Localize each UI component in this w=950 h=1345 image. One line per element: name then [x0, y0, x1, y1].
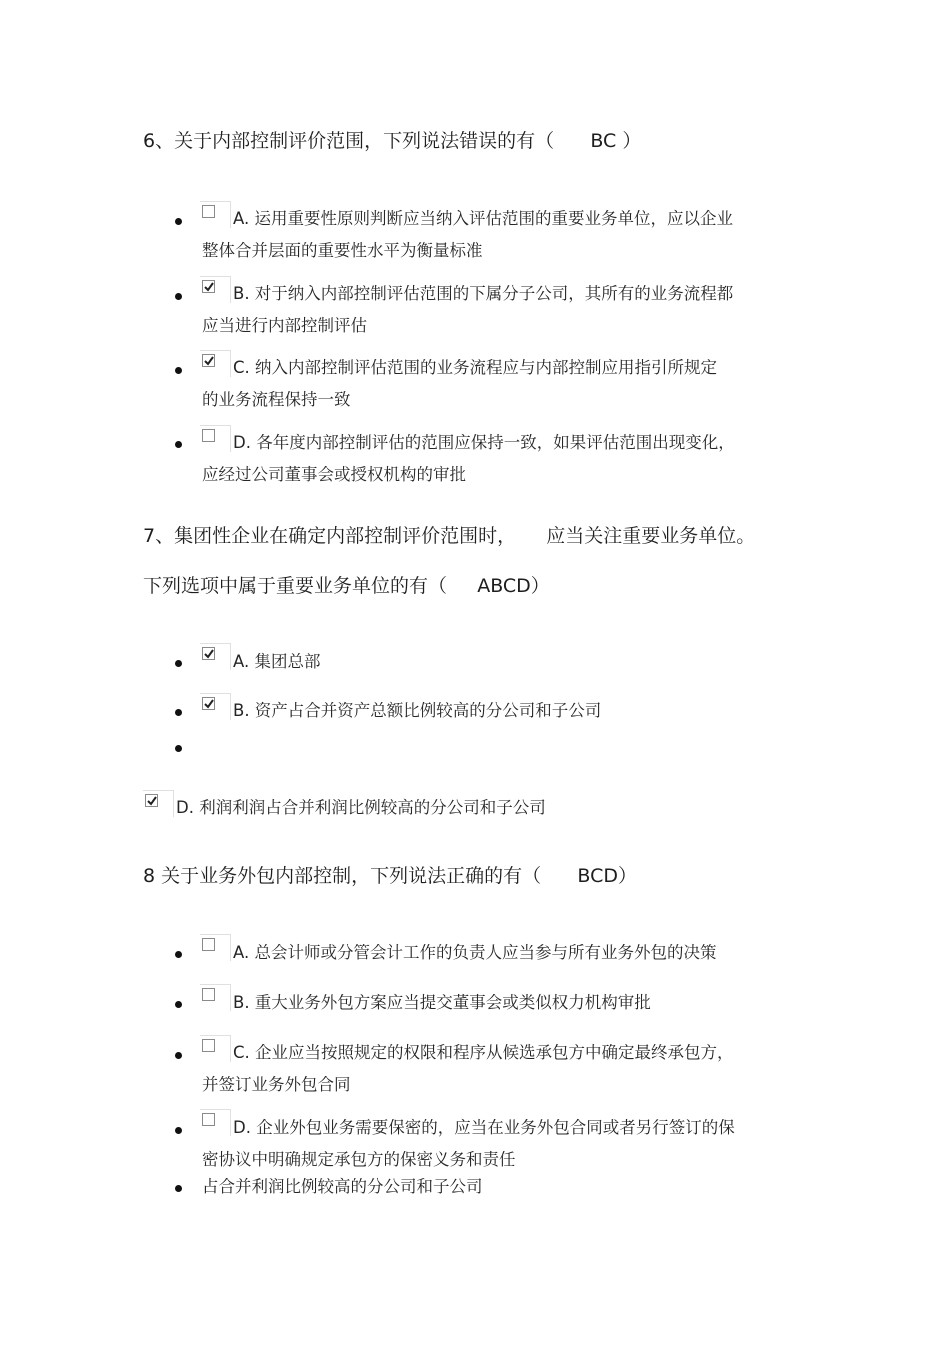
option-q7-a: A. 集团总部 [233, 652, 321, 671]
checkbox-frame [143, 790, 174, 817]
option-q8-c-line2: 并签订业务外包合同 [202, 1075, 351, 1094]
bullet [175, 293, 182, 300]
trailing-text: 占合并利润比例较高的分公司和子公司 [202, 1177, 483, 1196]
bullet [175, 1127, 182, 1134]
option-q8-d-line1: D. 企业外包业务需要保密的，应当在业务外包合同或者另行签订的保 [233, 1118, 735, 1137]
option-q6-b-line2: 应当进行内部控制评估 [202, 316, 367, 335]
bullet [175, 1052, 182, 1059]
checkbox-frame [200, 643, 231, 670]
checkbox-frame [200, 984, 231, 1011]
option-q6-c-line2: 的业务流程保持一致 [202, 390, 351, 409]
checkbox-frame [200, 276, 231, 303]
checkbox-frame [200, 693, 231, 720]
bullet [175, 1185, 182, 1192]
checkbox-frame [200, 1035, 231, 1062]
question-6-title: 6、关于内部控制评价范围，下列说法错误的有（ BC ） [143, 130, 642, 152]
bullet [175, 660, 182, 667]
option-q6-b-line1: B. 对于纳入内部控制评估范围的下属分子公司，其所有的业务流程都 [233, 284, 734, 303]
option-q6-a-line1: A. 运用重要性原则判断应当纳入评估范围的重要业务单位，应以企业 [233, 209, 733, 228]
bullet [175, 951, 182, 958]
option-q6-d-line2: 应经过公司董事会或授权机构的审批 [202, 465, 466, 484]
option-q8-a-line1: A. 总会计师或分管会计工作的负责人应当参与所有业务外包的决策 [233, 943, 717, 962]
checkbox-frame [200, 934, 231, 961]
option-q6-d-line1: D. 各年度内部控制评估的范围应保持一致，如果评估范围出现变化， [233, 433, 735, 452]
option-q7-d: D. 利润利润占合并利润比例较高的分公司和子公司 [176, 798, 546, 817]
option-q8-d-line2: 密协议中明确规定承包方的保密义务和责任 [202, 1150, 516, 1169]
question-7-title-line2: 下列选项中属于重要业务单位的有（ ABCD） [143, 575, 550, 597]
bullet [175, 1001, 182, 1008]
option-q8-c-line1: C. 企业应当按照规定的权限和程序从候选承包方中确定最终承包方， [233, 1043, 734, 1062]
bullet [175, 218, 182, 225]
checkbox-frame [200, 1109, 231, 1136]
option-q6-a-line2: 整体合并层面的重要性水平为衡量标准 [202, 241, 483, 260]
checkbox-frame [200, 350, 231, 377]
checkbox-frame [200, 201, 231, 228]
option-q6-c-line1: C. 纳入内部控制评估范围的业务流程应与内部控制应用指引所规定 [233, 358, 718, 377]
checkbox-frame [200, 425, 231, 452]
bullet [175, 709, 182, 716]
question-7-title-line1: 7、集团性企业在确定内部控制评价范围时， 应当关注重要业务单位。 [143, 525, 756, 547]
bullet [175, 367, 182, 374]
option-q7-b: B. 资产占合并资产总额比例较高的分公司和子公司 [233, 701, 602, 720]
bullet [175, 441, 182, 448]
option-q8-b-line1: B. 重大业务外包方案应当提交董事会或类似权力机构审批 [233, 993, 651, 1012]
bullet-empty [175, 745, 182, 752]
question-8-title: 8 关于业务外包内部控制，下列说法正确的有（ BCD） [143, 865, 637, 887]
